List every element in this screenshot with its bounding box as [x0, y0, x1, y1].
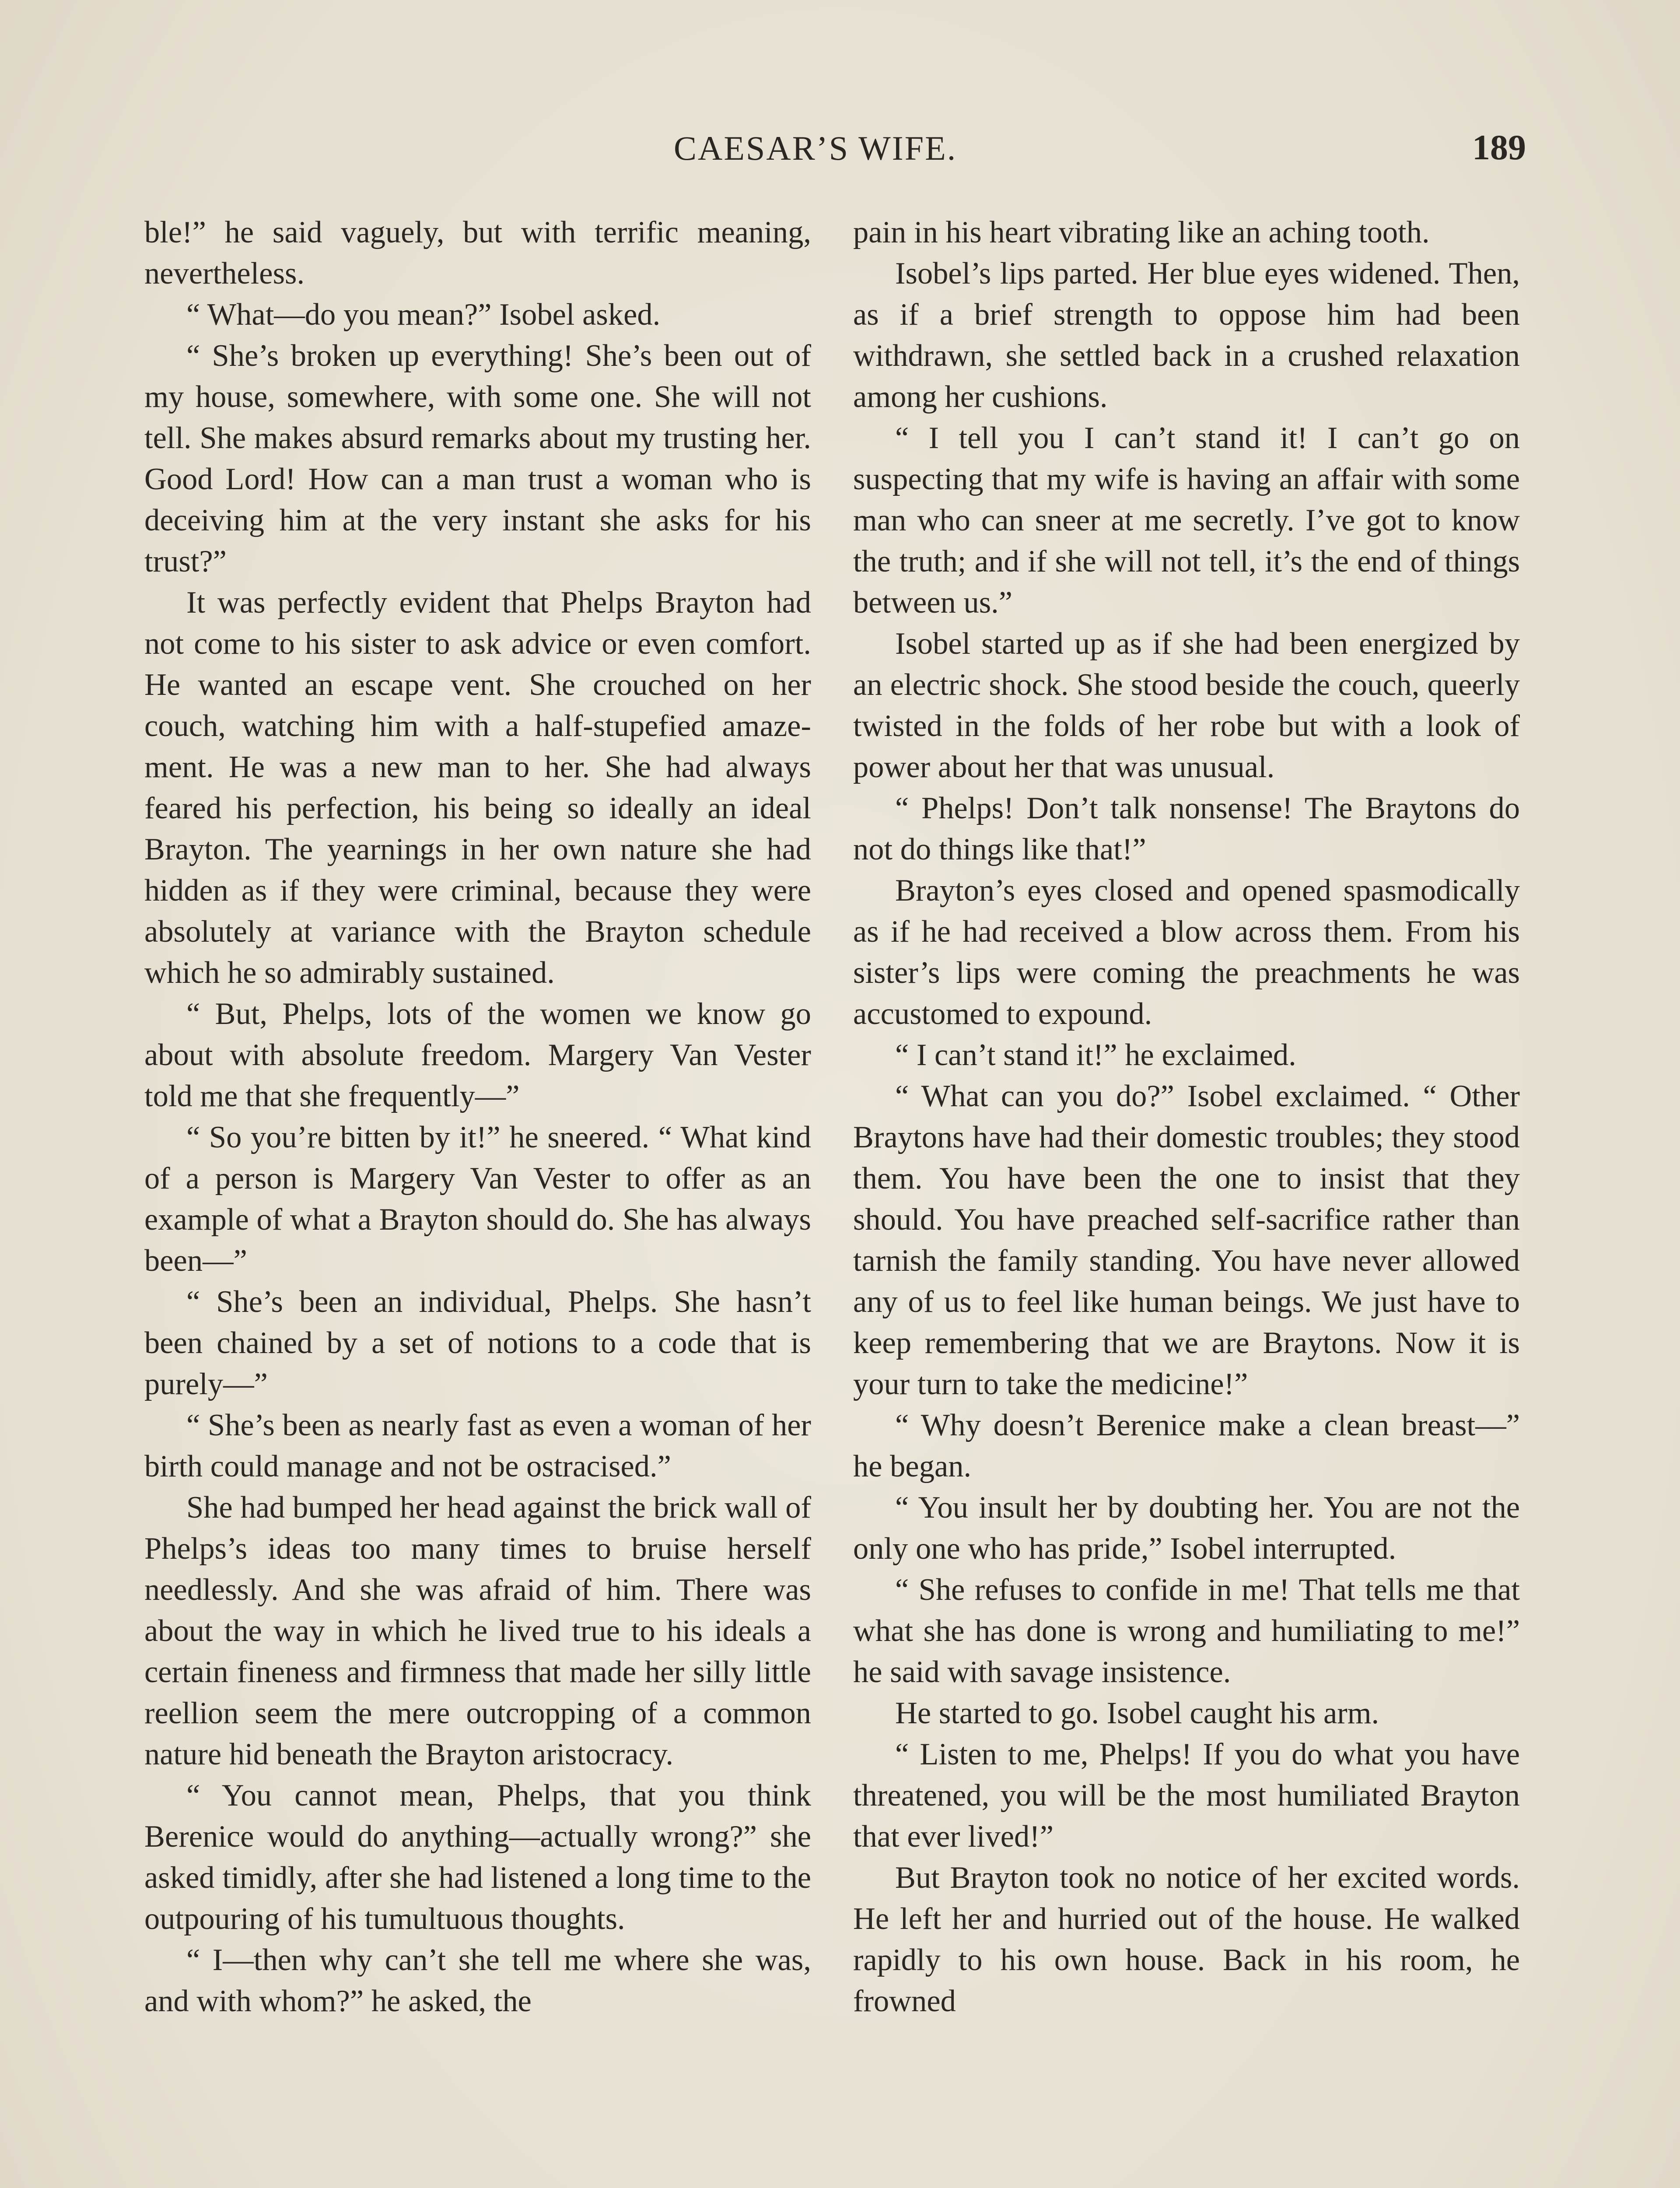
paragraph: Brayton’s eyes closed and opened spasmodically as if he had received a blow across them. From his sister’s lips were coming the preachments he was accustomed to expound.	[853, 873, 1520, 1031]
paragraph: “ What—do you mean?” Isobel asked.	[186, 298, 661, 332]
paragraph: “ She’s been as nearly fast as even a woman of her birth could manage and not be ostracised.”	[144, 1408, 811, 1483]
paragraph: Isobel started up as if she had been energized by an electric shock. She stood beside the couch, queerly twisted in the folds of her robe but with a look of power about her that was unusual.	[853, 627, 1520, 784]
paragraph: “ I—then why can’t she tell me where she was, and with whom?” he asked, the	[144, 1943, 811, 2018]
paragraph: “ She’s broken up everything! She’s been out of my house, somewhere, with some one. She will not tell. She makes absurd remarks about my trusting her. Good Lord! How can a man trust a woman who is deceiving him at the very instant she asks for his trust?”	[144, 339, 811, 579]
paragraph: pain in his heart vibrating like an aching tooth.	[853, 215, 1430, 249]
page-number: 189	[1472, 127, 1526, 167]
right-column	[853, 212, 1520, 2022]
paragraph: “ You cannot mean, Phelps, that you think Berenice would do anything—actually wrong?” she asked timidly, after she had listened a long time to the outpouring of his tumultuous thoughts.	[144, 1778, 811, 1936]
paragraph: But Brayton took no notice of her excited words. He left her and hurried out of the house. He walked rapidly to his own house. Back in his room, he frowned	[853, 1861, 1520, 2018]
paragraph: “ You insult her by doubting her. You are not the only one who has pride,” Isobel interrupted.	[853, 1490, 1520, 1566]
paragraph: “ I tell you I can’t stand it! I can’t go on suspecting that my wife is having an affair with some man who can sneer at me secretly. I’ve got to know the truth; and if she will not tell, it’s the end of things between us.”	[853, 421, 1520, 620]
left-column	[144, 212, 811, 2022]
paragraph: She had bumped her head against the brick wall of Phelps’s ideas too many times to bruise herself needlessly. And she was afraid of him. There was about the way in which he lived true to his ideals a certain fineness and firmness that made her silly little reellion seem the mere outcropping of a common nature hid beneath the Brayton aristocracy.	[144, 1490, 811, 1771]
paragraph: “ Phelps! Don’t talk nonsense! The Braytons do not do things like that!”	[853, 791, 1520, 866]
paragraph: ble!” he said vaguely, but with terrific meaning, nevertheless.	[144, 215, 811, 291]
paragraph: It was perfectly evident that Phelps Brayton had not come to his sister to ask advice or even comfort. He wanted an escape vent. She crouched on her couch, watching him with a half-stupefied amazement. He was a new man to her. She had always feared his perfection, his being so ideally an ideal Brayton. The yearnings in her own nature she had hidden as if they were criminal, because they were absolutely at variance with the Brayton schedule which he so admirably sustained.	[144, 586, 811, 990]
paragraph: Isobel’s lips parted. Her blue eyes widened. Then, as if a brief strength to oppose him had been withdrawn, she settled back in a crushed relaxation among her cushions.	[853, 256, 1520, 414]
paragraph: “ She refuses to confide in me! That tells me that what she has done is wrong and humiliating to me!” he said with savage insistence.	[853, 1573, 1520, 1689]
paragraph: “ Why doesn’t Berenice make a clean breast—” he began.	[853, 1408, 1520, 1483]
paragraph: “ But, Phelps, lots of the women we know go about with absolute freedom. Margery Van Vester told me that she frequently—”	[144, 997, 811, 1113]
paragraph: He started to go. Isobel caught his arm.	[895, 1696, 1379, 1730]
paragraph: “ She’s been an individual, Phelps. She hasn’t been chained by a set of notions to a code that is purely—”	[144, 1285, 811, 1401]
paragraph: “ So you’re bitten by it!” he sneered. “ What kind of a person is Margery Van Vester to offer as an example of what a Brayton should do. She has always been—”	[144, 1120, 811, 1278]
paragraph: “ Listen to me, Phelps! If you do what you have threatened, you will be the most humiliated Brayton that ever lived!”	[853, 1737, 1520, 1854]
paragraph: “ What can you do?” Isobel exclaimed. “ Other Braytons have had their domestic troubles; they stood them. You have been the one to insist that they should. You have preached self-sacrifice rather than tarnish the family standing. You have never allowed any of us to feel like human beings. We just have to keep remembering that we are Braytons. Now it is your turn to take the medicine!”	[853, 1079, 1520, 1401]
running-title: CAESAR’S WIFE.	[674, 129, 957, 167]
paragraph: “ I can’t stand it!” he exclaimed.	[895, 1038, 1296, 1072]
